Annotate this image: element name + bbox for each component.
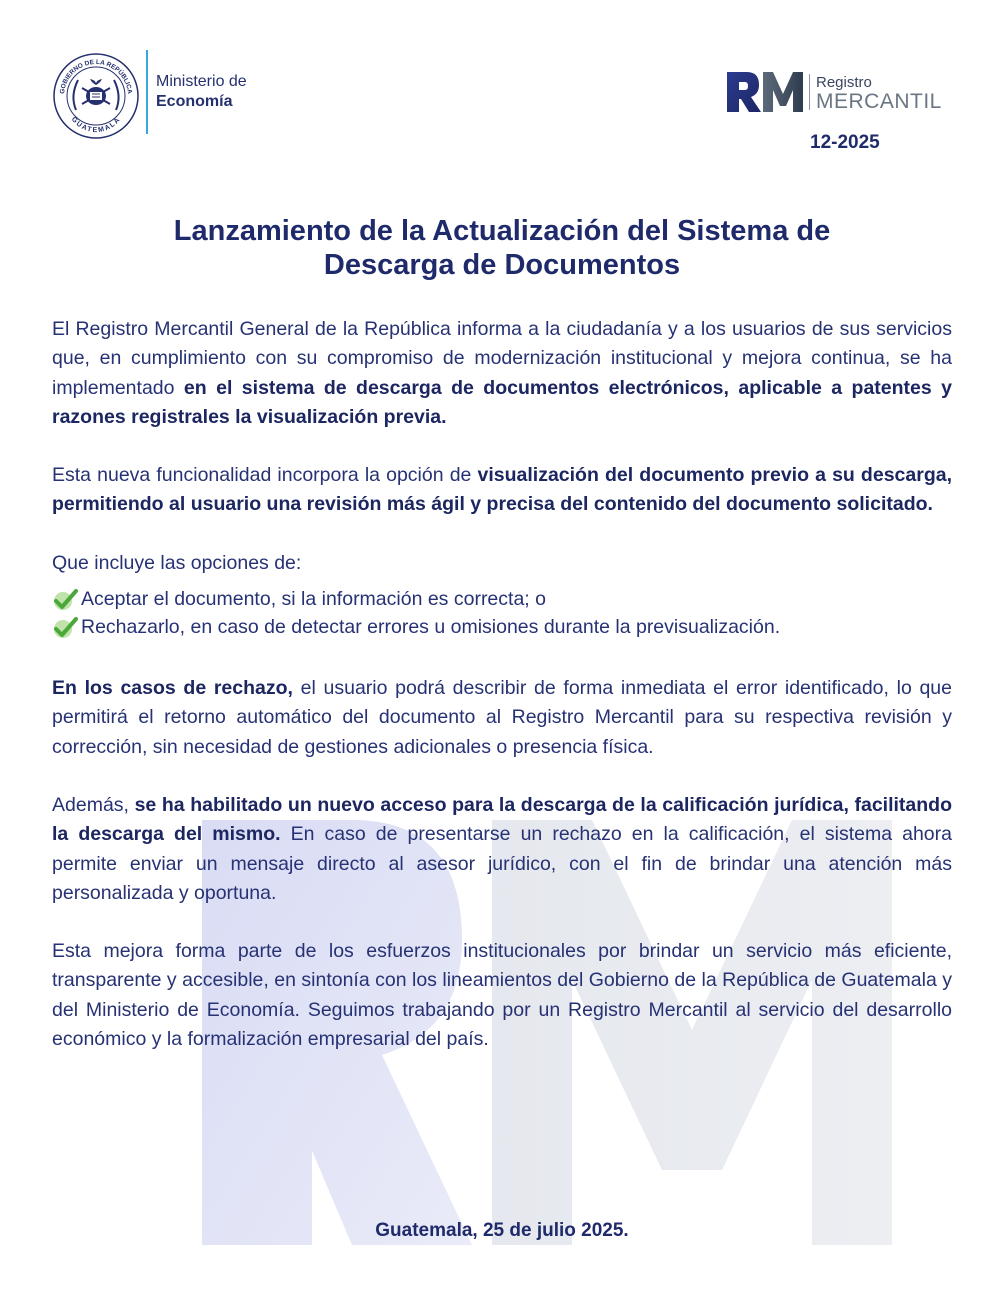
paragraph-4 <box>52 791 952 908</box>
options-list <box>52 586 952 642</box>
list-item <box>52 586 952 614</box>
seal-text-bottom: GUATEMALA <box>69 115 123 135</box>
paragraph-2 <box>52 461 952 520</box>
paragraph-1-bold: en el sistema de descarga de documentos electrónicos, aplicable a patentes y razones registrales la visualización previa. <box>52 376 952 428</box>
paragraph-3-text: el usuario podrá describir de forma inmediata el error identificado, lo que permitirá el retorno automático del documento al Registro Mercantil para su respectiva revisión y corrección, sin necesidad de gestiones adicionales o presencia física. <box>52 677 952 758</box>
paragraph-2-text: Esta nueva funcionalidad incorpora la opción de <box>52 464 478 487</box>
paragraph-4-bold: se ha habilitado un nuevo acceso para la descarga de la calificación jurídica, facilitando la descarga del mismo. <box>52 793 952 846</box>
option-text: Aceptar el documento, si la información es correcta; o <box>81 588 546 611</box>
footer-date: Guatemala, 25 de julio 2025. <box>375 1220 629 1241</box>
paragraph-5: Esta mejora forma parte de los esfuerzos institucionales por brindar un servicio más eficiente, transparente y accesible, en sintonía con los lineamientos del Gobierno de la República de Guatemala y del Ministerio de Economía. Seguimos trabajando por un Registro Mercantil al servicio del desarrollo económico y la formalización empresarial del país. <box>52 940 952 1051</box>
paragraph-4-text-after: En caso de presentarse un rechazo en la calificación, el sistema ahora permite enviar un mensaje directo al asesor jurídico, con el fin de brindar una atención más personalizada y oportuna. <box>52 823 952 904</box>
list-item <box>52 614 952 642</box>
ministry-line2: Economía <box>156 93 233 110</box>
rm-logo-icon <box>725 70 805 114</box>
rm-logo-text <box>816 74 942 113</box>
rm-line2: MERCANTIL <box>816 90 942 113</box>
paragraph-4-text-before: Además, <box>52 793 135 816</box>
check-icon <box>52 616 78 640</box>
title-line1: Lanzamiento de la Actualización del Sistema de <box>173 215 831 247</box>
document-title <box>52 214 952 282</box>
seal-text-top: GOBIERNO DE LA REPÚBLICA <box>59 58 133 95</box>
check-icon <box>52 588 78 612</box>
rm-line1: Registro <box>816 74 872 91</box>
options-intro: Que incluye las opciones de: <box>52 551 302 574</box>
paragraph-2-bold: visualización del documento previo a su descarga, permitiendo al usuario una revisión más ágil y precisa del contenido del documento solicitado. <box>52 464 952 516</box>
paragraph-3 <box>52 674 952 762</box>
option-text: Rechazarlo, en caso de detectar errores u omisiones durante la previsualización. <box>81 616 781 639</box>
paragraph-1-text: El Registro Mercantil General de la República informa a la ciudadanía y a los usuarios de sus servicios que, en cumplimiento con su compromiso de modernización institucional y mejora continua, se ha implementado <box>52 318 952 399</box>
ministry-logo-text <box>156 72 247 112</box>
ministry-divider <box>146 50 148 134</box>
header <box>0 0 1004 170</box>
document-number: 12-2025 <box>810 132 880 153</box>
document-body <box>52 315 952 1054</box>
paragraph-1 <box>52 315 952 432</box>
paragraph-3-bold: En los casos de rechazo, <box>52 677 293 700</box>
title-line2: Descarga de Documentos <box>323 249 681 281</box>
rm-divider <box>809 74 810 110</box>
coat-of-arms-icon <box>52 52 140 140</box>
ministry-line1: Ministerio de <box>156 73 247 90</box>
